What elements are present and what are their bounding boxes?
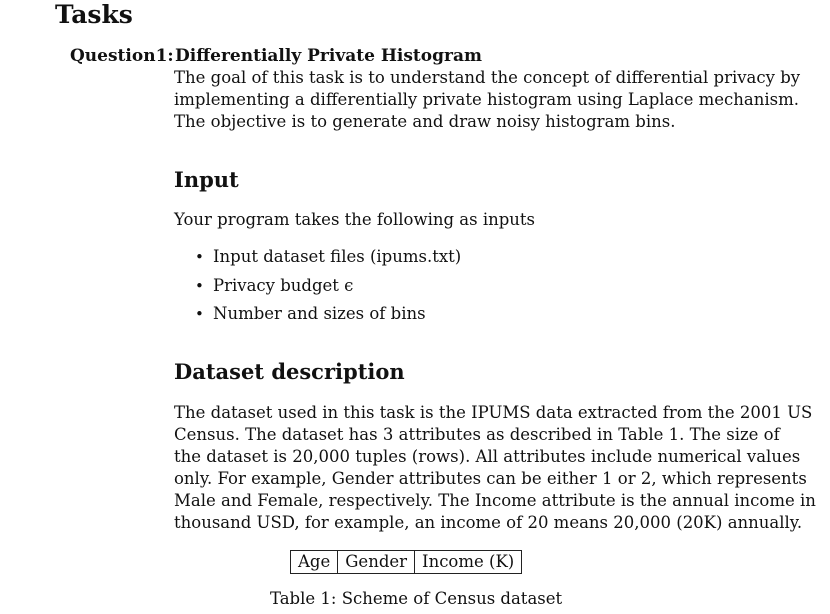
table-header-row: [291, 551, 522, 574]
table-column-age: Age: [291, 551, 338, 574]
question-title: Differentially Private Histogram: [175, 46, 482, 66]
table-caption: Table 1: Scheme of Census dataset: [270, 589, 563, 608]
dataset-description-line: only. For example, Gender attributes can be either 1 or 2, which represents: [174, 469, 807, 488]
dataset-description-line: The dataset used in this task is the IPUMS data extracted from the 2001 US: [174, 403, 813, 422]
census-scheme-table: [290, 550, 522, 574]
input-bullet-item: [195, 275, 353, 297]
question-description-line: implementing a differentially private histogram using Laplace mechanism.: [174, 90, 800, 109]
input-bullet-text: Privacy budget ϵ: [213, 276, 354, 295]
page-title: Tasks: [55, 0, 133, 29]
input-bullet-text: Number and sizes of bins: [213, 304, 426, 323]
input-bullet-text: Input dataset files (ipums.txt): [213, 247, 462, 266]
question-description-line: The objective is to generate and draw noisy histogram bins.: [174, 112, 676, 131]
table-column-gender: Gender: [338, 551, 415, 574]
dataset-heading: Dataset description: [174, 359, 405, 384]
bullet-icon: •: [195, 305, 204, 323]
input-bullet-item: [195, 303, 426, 325]
dataset-description-line: the dataset is 20,000 tuples (rows). All attributes include numerical values: [174, 447, 801, 466]
input-intro: Your program takes the following as inputs: [174, 210, 536, 229]
dataset-description-line: Male and Female, respectively. The Income attribute is the annual income in: [174, 491, 816, 510]
input-bullet-item: [195, 246, 461, 268]
question-description-line: The goal of this task is to understand the concept of differential privacy by: [174, 68, 801, 87]
table-column-income: Income (K): [415, 551, 522, 574]
bullet-icon: •: [195, 248, 204, 266]
question-label: Question1:: [70, 46, 174, 66]
input-heading: Input: [174, 167, 239, 192]
dataset-description-line: thousand USD, for example, an income of 20 means 20,000 (20K) annually.: [174, 513, 803, 532]
bullet-icon: •: [195, 277, 204, 295]
dataset-description-line: Census. The dataset has 3 attributes as described in Table 1. The size of: [174, 425, 780, 444]
